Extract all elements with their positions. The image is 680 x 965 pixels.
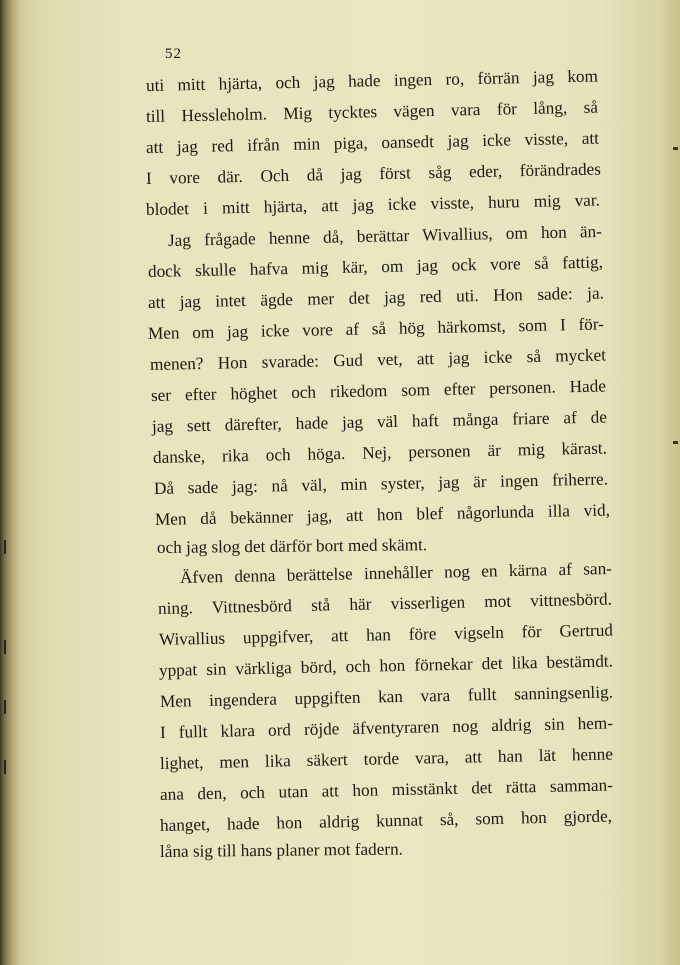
text-line: uti mitt hjärta, och jag hade ingen ro, förrän jag kom: [145, 66, 599, 95]
page-number: 52: [165, 46, 182, 62]
text-line: yppat sin värkliga börd, och hon förnekar det lika bestämdt.: [158, 651, 614, 680]
text-line: Då sade jag: nå väl, min syster, jag är ingen friherre.: [153, 469, 609, 498]
text-line: till Hessleholm. Mig tycktes vägen vara för lång, så: [145, 97, 599, 126]
text-line: ser efter höghet och rikedom som efter personen. Hade: [150, 376, 607, 405]
text-line: menen? Hon svarade: Gud vet, att jag icke så mycket: [149, 345, 607, 374]
text-line: låna sig till hans planer mot fadern.: [159, 839, 404, 861]
text-line: hanget, hade hon aldrig kunnat så, som hon gjorde,: [159, 806, 613, 835]
text-line: Wivallius uppgifver, att han före vigseln för Gertrud: [158, 620, 614, 649]
text-line: I fullt klara ord röjde äfventyraren nog aldrig sin hem-: [159, 713, 614, 742]
text-line: jag sett därefter, hade jag väl haft många friare af de: [151, 407, 608, 436]
text-line: lighet, men lika säkert torde vara, att han lät henne: [159, 744, 614, 773]
text-line: Äfven denna berättelse innehåller nog en kärna af san-: [179, 558, 613, 587]
text-line: danske, rika och höga. Nej, personen är mig kärast.: [152, 438, 608, 467]
text-line: dock skulle hafva mig kär, om jag ock vore så fattig,: [147, 252, 604, 281]
text-line: att jag red ifrån min piga, oansedt jag icke visste, att: [145, 128, 600, 157]
text-line: blodet i mitt hjärta, att jag icke visste, huru mig var.: [145, 190, 601, 219]
text-line: och jag slog det därför bort med skämt.: [156, 535, 428, 557]
text-line: ana den, och utan att hon misstänkt det rätta samman-: [159, 775, 614, 804]
text-line: att jag intet ägde mer det jag red uti. Hon sade: ja.: [147, 283, 605, 312]
text-line: ning. Vittnesbörd stå här visserligen mot vittnesbörd.: [157, 589, 613, 618]
text-line: I vore där. Och då jag först såg eder, förändrades: [145, 159, 602, 188]
text-line: Men då bekänner jag, att hon blef någorlunda illa vid,: [154, 500, 611, 529]
text-line: Men om jag icke vore af så hög härkomst, som I för-: [147, 314, 605, 343]
text-line: Jag frågade henne då, berättar Wivallius, om hon än-: [167, 221, 603, 250]
text-line: Men ingendera uppgiften kan vara fullt sanningsenlig.: [159, 682, 614, 711]
